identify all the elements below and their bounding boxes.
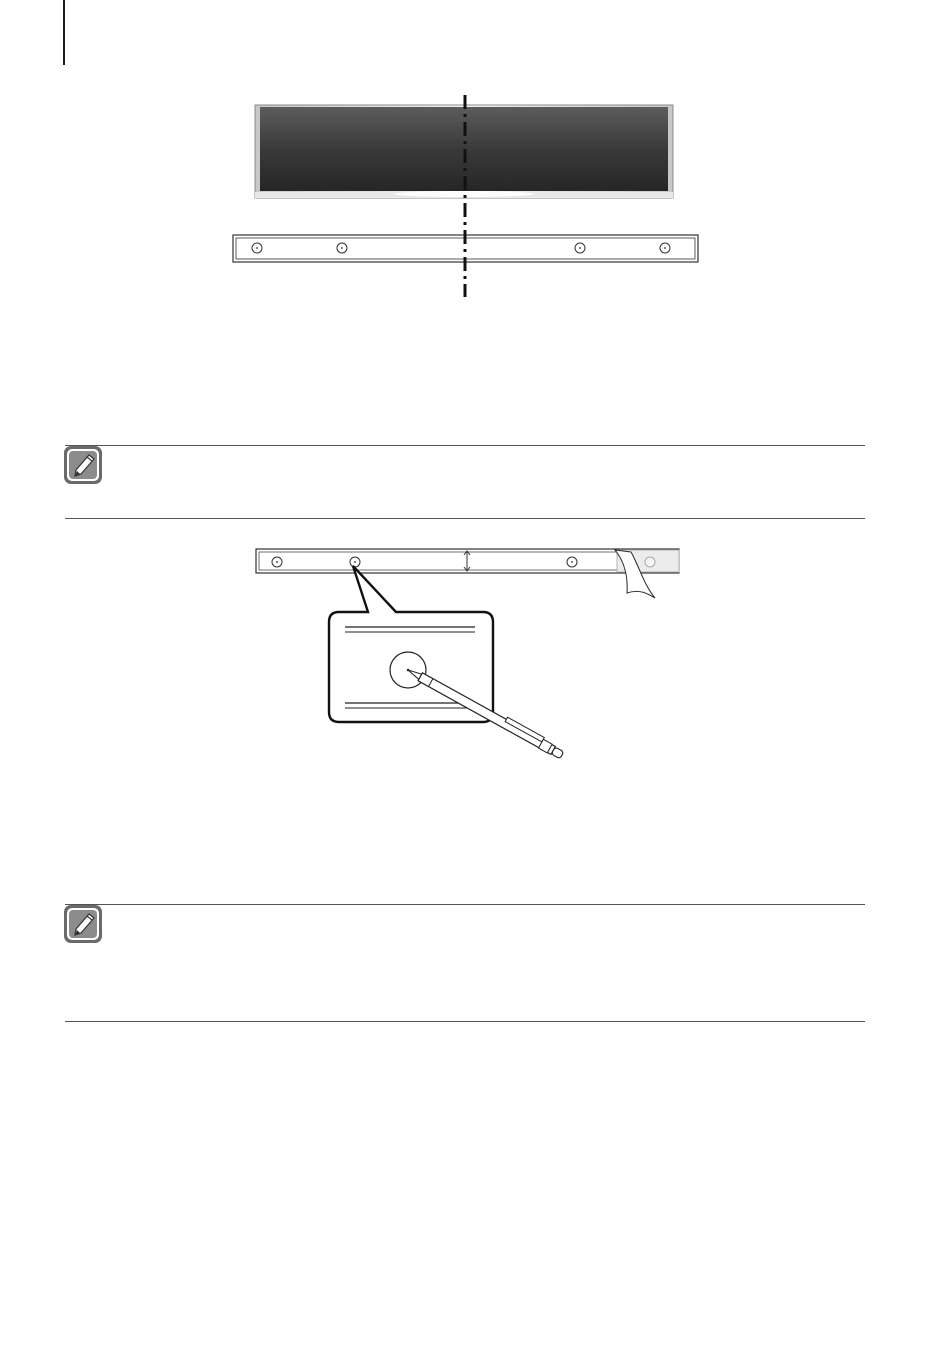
mounting-template — [256, 549, 679, 598]
note-pencil-icon — [63, 445, 103, 485]
figure-template-marking — [245, 540, 695, 775]
bracket-screw-hole — [252, 243, 262, 253]
bracket-screw-hole — [575, 243, 585, 253]
note-2-bottom-rule — [65, 1021, 865, 1022]
peeling-backing — [615, 550, 679, 598]
template-hole — [567, 557, 577, 567]
note-2-top-rule — [65, 904, 865, 905]
note-1-top-rule — [65, 445, 865, 446]
template-hole — [350, 557, 360, 567]
note-pencil-icon — [63, 904, 103, 944]
template-hole — [272, 557, 282, 567]
note-1-bottom-rule — [65, 518, 865, 519]
bracket-screw-hole — [660, 243, 670, 253]
page-edge-marker — [63, 0, 65, 65]
figure-tv-bracket-alignment — [220, 90, 720, 305]
bracket-screw-hole — [337, 243, 347, 253]
